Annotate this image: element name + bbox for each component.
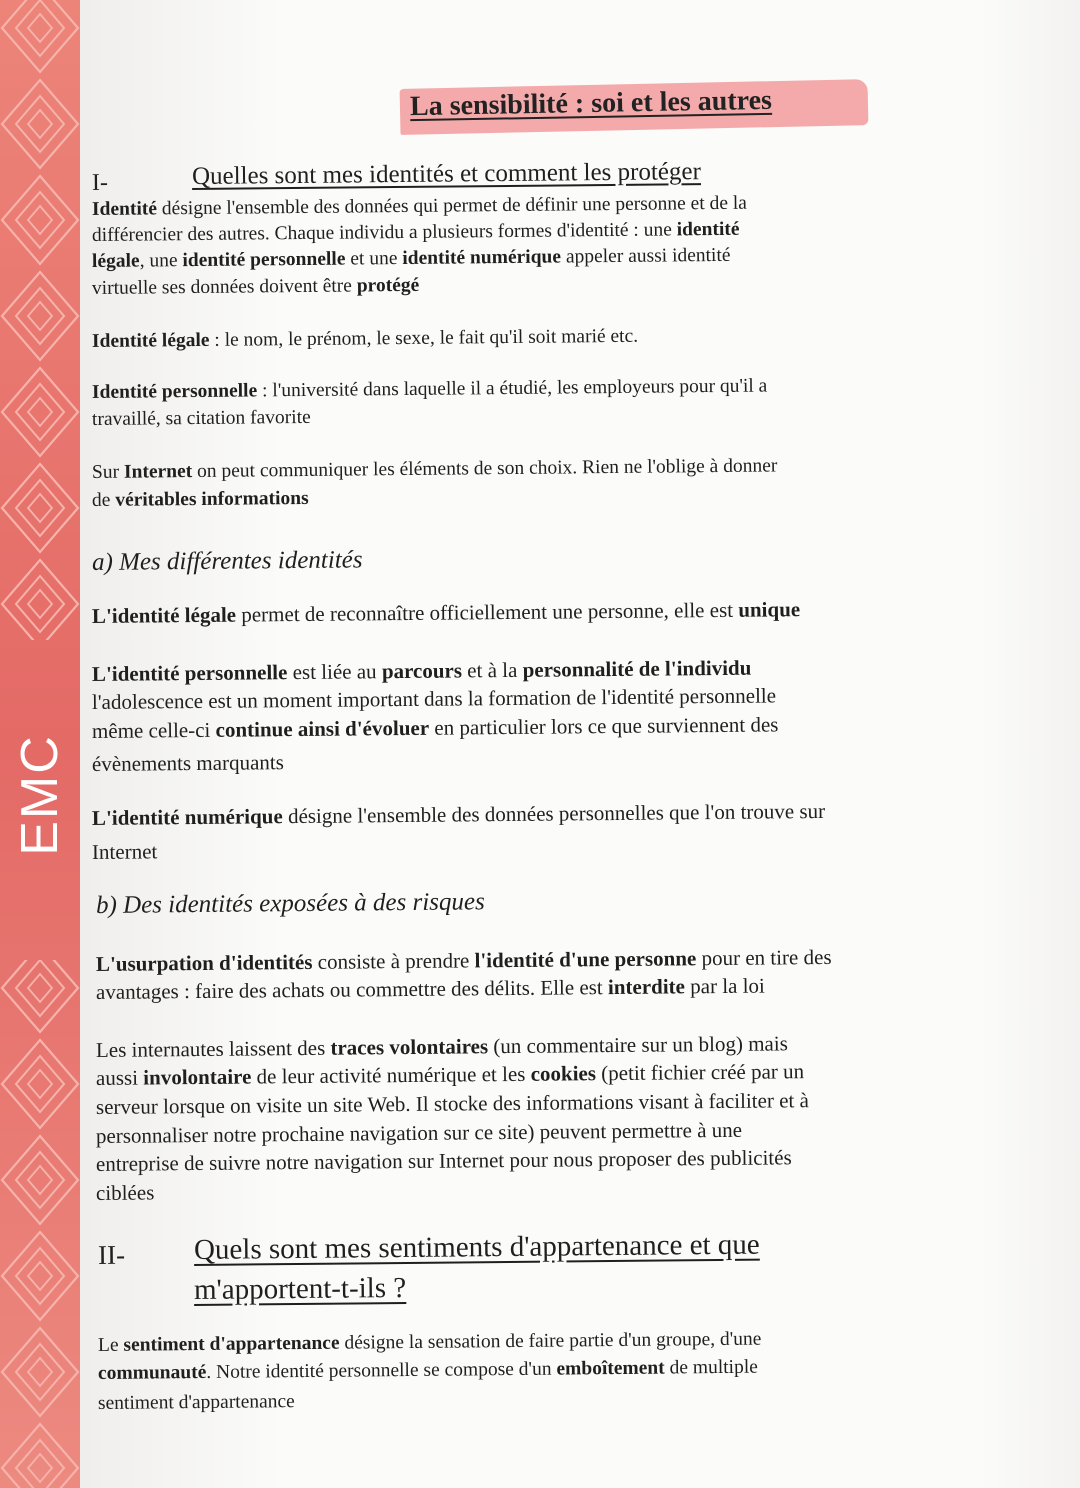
section-2-number: II- <box>97 1239 126 1270</box>
a-personal-line-1: L'identité personnelle est liée au parcours et à la personnalité de l'individu <box>91 655 752 686</box>
section-2-body-line-3: sentiment d'appartenance <box>97 1391 295 1414</box>
a-personal-line-2: l'adolescence est un moment important dans la formation de l'identité personnelle <box>91 683 777 714</box>
sidebar-label: EMC <box>11 734 69 856</box>
b-traces-line-5: entreprise de suivre notre navigation sur Internet pour nous proposer des publicités <box>95 1145 792 1176</box>
subsection-a-heading: a) Mes différentes identités <box>91 546 363 576</box>
section-2-heading-line-2: m'apportent-t-ils ? <box>193 1271 407 1306</box>
b-traces-line-1: Les internautes laissent des traces volontaires (un commentaire sur un blog) mais <box>95 1031 788 1062</box>
section-2-body-line-1: Le sentiment d'appartenance désigne la sensation de faire partie d'un groupe, d'une <box>97 1328 762 1356</box>
b-traces-line-2: aussi involontaire de leur activité numérique et les cookies (petit fichier créé par un <box>95 1059 805 1090</box>
b-usurpation-line-2: avantages : faire des achats ou commettre des délits. Elle est interdite par la loi <box>95 973 765 1004</box>
internet-line-1: Sur Internet on peut communiquer les éléments de son choix. Rien ne l'oblige à donner <box>91 455 778 483</box>
section-1-heading: Quelles sont mes identités et comment les protéger <box>191 158 702 190</box>
a-digital-line-2: Internet <box>91 839 158 864</box>
a-legal-line: L'identité légale permet de reconnaître officiellement une personne, elle est unique <box>91 597 801 628</box>
page-title: La sensibilité : soi et les autres <box>409 84 773 123</box>
intro-line-4: virtuelle ses données doivent être protégé <box>91 274 420 299</box>
subsection-b-heading: b) Des identités exposées à des risques <box>95 888 485 919</box>
b-traces-line-3: serveur lorsque on visite un site Web. Il stocke des informations visant à faciliter et à <box>95 1088 809 1119</box>
personal-identity-line-1: Identité personnelle : l'université dans laquelle il a étudié, les employeurs pour qu'il a <box>91 375 768 403</box>
document-page <box>80 0 1080 1488</box>
personal-identity-line-2: travaillé, sa citation favorite <box>91 406 311 430</box>
legal-identity-line: Identité légale : le nom, le prénom, le sexe, le fait qu'il soit marié etc. <box>91 325 639 352</box>
internet-line-2: de véritables informations <box>91 487 309 511</box>
b-traces-line-6: ciblées <box>95 1180 155 1205</box>
a-digital-line-1: L'identité numérique désigne l'ensemble des données personnelles que l'on trouve sur <box>91 798 826 830</box>
intro-line-1: Identité désigne l'ensemble des données qui permet de définir une personne et de la <box>91 192 748 220</box>
sidebar-band <box>0 0 80 1488</box>
a-personal-line-4: évènements marquants <box>91 750 284 776</box>
section-2-body-line-2: communauté. Notre identité personnelle se compose d'un emboîtement de multiple <box>97 1356 758 1384</box>
section-1-number: I- <box>91 169 109 196</box>
section-2-heading-line-1: Quels sont mes sentiments d'appartenance et que <box>193 1228 760 1266</box>
b-traces-line-4: personnaliser notre prochaine navigation sur ce site) peuvent permettre à une <box>95 1117 743 1148</box>
intro-line-2: différencier des autres. Chaque individu a plusieurs formes d'identité : une identité <box>91 218 740 246</box>
intro-line-3: légale, une identité personnelle et une identité numérique appeler aussi identité <box>91 244 731 272</box>
a-personal-line-3: même celle-ci continue ainsi d'évoluer en particulier lors ce que surviennent des <box>91 712 779 743</box>
b-usurpation-line-1: L'usurpation d'identités consiste à prendre l'identité d'une personne pour en tire des <box>95 944 832 976</box>
